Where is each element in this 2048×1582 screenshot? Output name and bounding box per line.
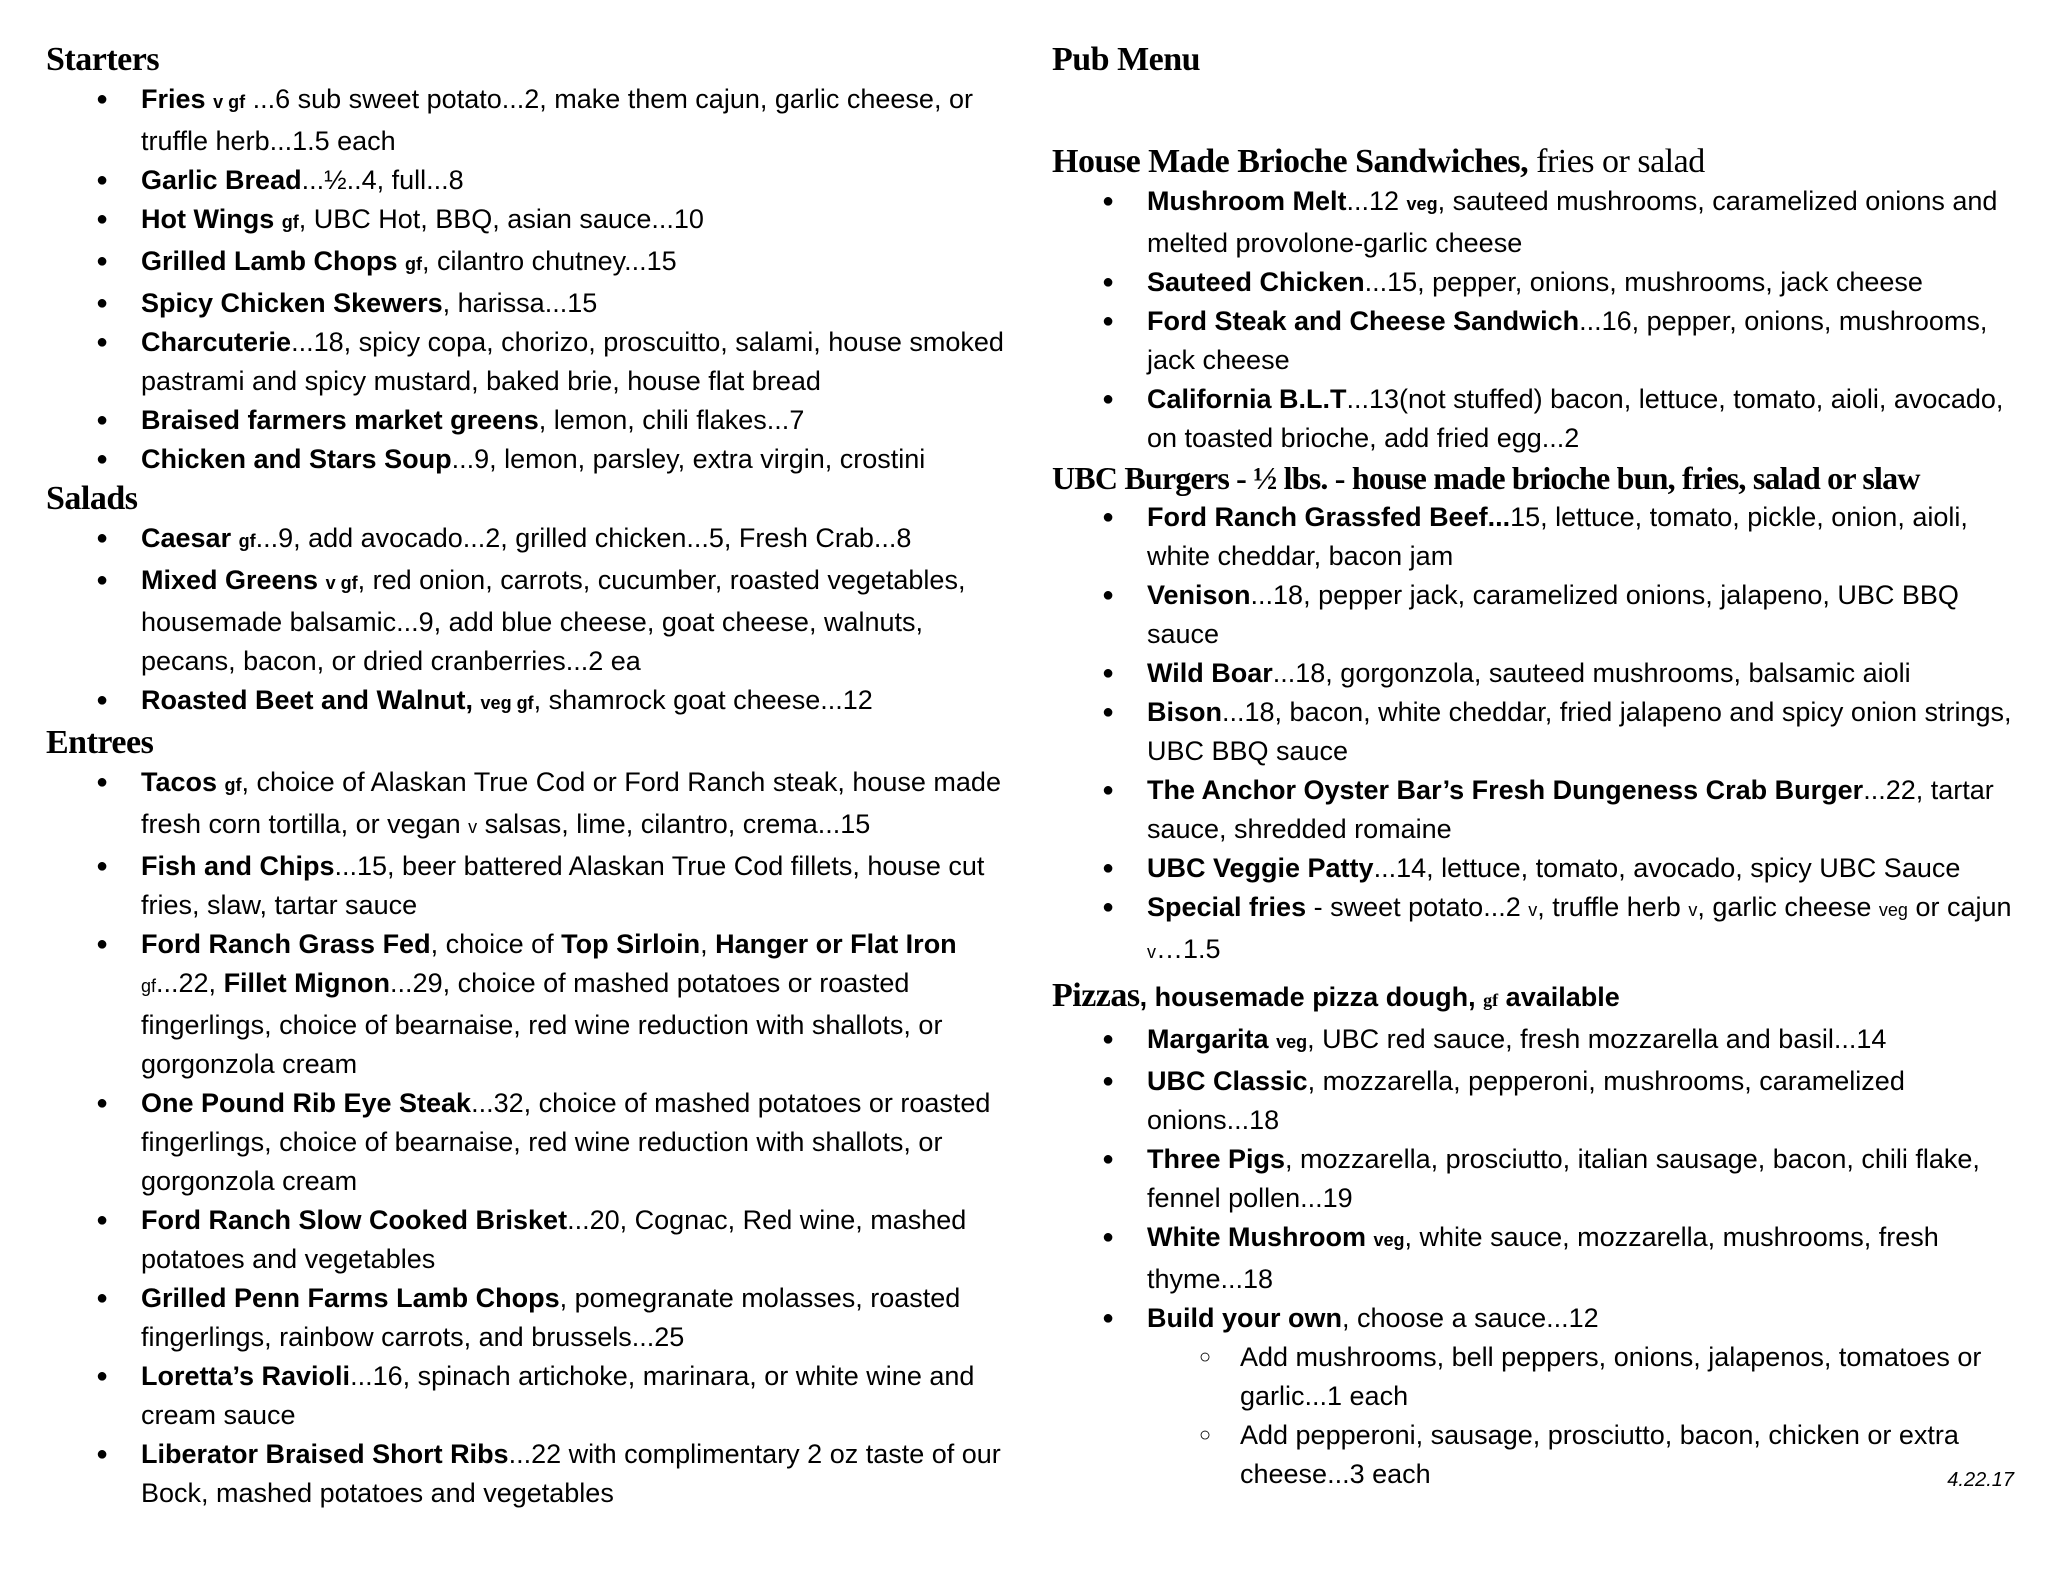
item-name: Hot Wings <box>141 204 282 234</box>
diet-tag: v gf <box>325 573 358 593</box>
item-desc: 15, lettuce, tomato, pickle, onion, aioli, white cheddar, bacon jam <box>1147 502 1968 571</box>
list-item <box>46 1201 1016 1279</box>
diet-tag: veg <box>1373 1230 1405 1250</box>
list-item <box>1052 1299 2028 1494</box>
sandwiches-heading <box>1052 142 2028 182</box>
item-desc: …1.5 <box>1156 934 1221 964</box>
item-desc: ...22, tartar sauce, shredded romaine <box>1147 775 1994 844</box>
item-desc: , harissa...15 <box>442 288 598 318</box>
item-desc: ...22 with complimentary 2 oz taste of our Bock, mashed potatoes and vegetables <box>141 1439 1001 1508</box>
item-name: UBC Classic <box>1147 1066 1308 1096</box>
item-name: Fish and Chips <box>141 851 335 881</box>
pizzas-heading <box>1052 976 2028 1020</box>
pizzas-desc: , housemade pizza dough, <box>1139 982 1484 1012</box>
item-desc: , shamrock goat cheese...12 <box>533 685 873 715</box>
item-name: Fries <box>141 84 206 114</box>
item-name: The Anchor Oyster Bar’s Fresh Dungeness Crab Burger <box>1147 775 1864 805</box>
cut-name: Fillet Mignon <box>223 968 391 998</box>
diet-tag: v <box>1528 900 1538 920</box>
list-item <box>46 242 1016 284</box>
pizzas-list <box>1052 1020 2028 1494</box>
item-desc: ...15, beer battered Alaskan True Cod fillets, house cut fries, slaw, tartar sauce <box>141 851 985 920</box>
item-name: Roasted Beet and Walnut, <box>141 685 474 715</box>
list-item <box>46 681 1016 723</box>
list-item <box>1052 888 2028 972</box>
item-desc: , sauteed mushrooms, caramelized onions and melted provolone-garlic cheese <box>1147 186 1998 258</box>
item-name: Garlic Bread <box>141 165 302 195</box>
list-item <box>46 284 1016 323</box>
item-desc: , garlic cheese <box>1697 892 1879 922</box>
cut-name: Hanger or Flat Iron <box>715 929 957 959</box>
addons-list <box>1147 1338 2028 1494</box>
item-name: One Pound Rib Eye Steak <box>141 1088 472 1118</box>
item-name: Sauteed Chicken <box>1147 267 1365 297</box>
list-item <box>1052 771 2028 849</box>
list-item <box>1052 182 2028 263</box>
pizzas-title: Pizzas <box>1052 977 1140 1014</box>
right-column <box>1052 40 2028 1494</box>
item-name: Charcuterie <box>141 327 292 357</box>
diet-tag: gf <box>405 254 423 274</box>
item-desc: ...16, pepper, onions, mushrooms, jack cheese <box>1147 306 1988 375</box>
item-desc: , choose a sauce...12 <box>1342 1303 1599 1333</box>
diet-tag: v gf <box>213 92 246 112</box>
item-desc: , mozzarella, pepperoni, mushrooms, caramelized onions...18 <box>1147 1066 1905 1135</box>
burgers-list <box>1052 498 2028 972</box>
diet-tag: v <box>1147 942 1156 962</box>
item-desc: salsas, lime, cilantro, crema...15 <box>477 809 871 839</box>
list-item <box>46 1357 1016 1435</box>
menu-date: 4.22.17 <box>1947 1469 2014 1491</box>
list-item <box>46 1435 1016 1513</box>
diet-tag: gf <box>281 212 299 232</box>
item-name: Special fries <box>1147 892 1307 922</box>
item-name: Wild Boar <box>1147 658 1273 688</box>
list-item <box>46 763 1016 847</box>
item-desc: ...18, spicy copa, chorizo, proscuitto, salami, house smoked pastrami and spicy mustard, baked brie, house flat bread <box>141 327 1004 396</box>
salads-list <box>46 519 1016 723</box>
item-desc: ...15, pepper, onions, mushrooms, jack cheese <box>1364 267 1923 297</box>
item-name: Liberator Braised Short Ribs <box>141 1439 509 1469</box>
diet-tag: v <box>1688 900 1698 920</box>
list-item <box>46 200 1016 242</box>
item-desc: , choice of Alaskan True Cod or Ford Ranch steak, house made fresh corn tortilla, or vegan <box>141 767 1001 839</box>
list-item <box>1052 849 2028 888</box>
item-desc: - sweet potato...2 <box>1306 892 1529 922</box>
diet-tag: veg <box>1276 1032 1308 1052</box>
list-item <box>1052 576 2028 654</box>
item-desc: ...½..4, full...8 <box>301 165 464 195</box>
list-item <box>1052 263 2028 302</box>
starters-heading: Starters <box>46 41 160 78</box>
item-name: Grilled Penn Farms Lamb Chops <box>141 1283 560 1313</box>
item-name: Ford Steak and Cheese Sandwich <box>1147 306 1580 336</box>
diet-tag: gf <box>141 976 157 996</box>
item-name: UBC Veggie Patty <box>1147 853 1374 883</box>
item-desc: , red onion, carrots, cucumber, roasted vegetables, housemade balsamic...9, add blue cheese, goat cheese, walnuts, pecans, bacon, or dried cranberries...2 ea <box>141 565 966 676</box>
item-desc: ...20, Cognac, Red wine, mashed potatoes and vegetables <box>141 1205 967 1274</box>
list-item <box>1052 654 2028 693</box>
item-name: Ford Ranch Slow Cooked Brisket <box>141 1205 568 1235</box>
diet-tag: gf <box>224 775 242 795</box>
list-item: ○ Add pepperoni, sausage, prosciutto, bacon, chicken or extra cheese...3 each <box>1147 1416 2028 1494</box>
sandwiches-subtitle: fries or salad <box>1528 143 1705 180</box>
list-item <box>1052 1140 2028 1218</box>
list-item <box>46 1084 1016 1201</box>
list-item <box>46 80 1016 161</box>
burgers-heading: UBC Burgers - ½ lbs. - house made brioche bun, fries, salad or slaw <box>1052 460 1920 496</box>
item-desc: , white sauce, mozzarella, mushrooms, fresh thyme...18 <box>1147 1222 1939 1294</box>
diet-tag: gf <box>238 531 256 551</box>
item-name: Chicken and Stars Soup <box>141 444 452 474</box>
list-item <box>1052 1020 2028 1062</box>
item-name: Caesar <box>141 523 232 553</box>
item-desc: ...6 sub sweet potato...2, make them cajun, garlic cheese, or truffle herb...1.5 each <box>141 84 973 156</box>
list-item <box>1052 1062 2028 1140</box>
item-desc: ...13(not stuffed) bacon, lettuce, tomato, aioli, avocado, on toasted brioche, add fried egg...2 <box>1147 384 2004 453</box>
diet-tag: gf <box>1483 990 1499 1010</box>
item-desc: ...9, lemon, parsley, extra virgin, crostini <box>451 444 926 474</box>
item-name: Braised farmers market greens <box>141 405 539 435</box>
entrees-heading: Entrees <box>46 724 154 761</box>
item-desc: ...18, bacon, white cheddar, fried jalapeno and spicy onion strings, UBC BBQ sauce <box>1147 697 2012 766</box>
list-item <box>46 401 1016 440</box>
item-name: Tacos <box>141 767 218 797</box>
list-item <box>1052 498 2028 576</box>
item-name: Loretta’s Ravioli <box>141 1361 351 1391</box>
left-column <box>46 40 1016 1513</box>
diet-tag: veg <box>1406 194 1438 214</box>
diet-tag: v <box>468 817 478 837</box>
item-desc: , cilantro chutney...15 <box>422 246 677 276</box>
list-item <box>1052 693 2028 771</box>
item-desc: , UBC red sauce, fresh mozzarella and basil...14 <box>1307 1024 1887 1054</box>
item-desc: , <box>700 929 716 959</box>
item-name: Grilled Lamb Chops <box>141 246 398 276</box>
item-desc: or cajun <box>1907 892 2012 922</box>
item-name: Three Pigs <box>1147 1144 1286 1174</box>
list-item <box>1052 302 2028 380</box>
item-desc: ...22, <box>156 968 224 998</box>
entrees-list <box>46 763 1016 1513</box>
item-desc: , UBC Hot, BBQ, asian sauce...10 <box>298 204 704 234</box>
item-name: Mixed Greens <box>141 565 319 595</box>
item-name: Ford Ranch Grass Fed <box>141 929 431 959</box>
item-desc: ...29, choice of mashed potatoes or roasted fingerlings, choice of bearnaise, red wine reduction with shallots, or gorgonzola cream <box>141 968 943 1079</box>
item-name: Margarita <box>1147 1024 1269 1054</box>
item-desc: ...32, choice of mashed potatoes or roasted fingerlings, choice of bearnaise, red wine reduction with shallots, or gorgonzola cream <box>141 1088 991 1196</box>
item-desc: ...12 <box>1346 186 1407 216</box>
diet-tag: veg gf <box>480 693 534 713</box>
item-desc: ...14, lettuce, tomato, avocado, spicy UBC Sauce <box>1373 853 1961 883</box>
item-desc: , pomegranate molasses, roasted fingerlings, rainbow carrots, and brussels...25 <box>141 1283 961 1352</box>
item-desc: , choice of <box>430 929 562 959</box>
list-item: ○ Add mushrooms, bell peppers, onions, jalapenos, tomatoes or garlic...1 each <box>1147 1338 2028 1416</box>
item-name: Bison <box>1147 697 1223 727</box>
list-item <box>46 561 1016 681</box>
list-item <box>46 161 1016 200</box>
sandwiches-title: House Made Brioche Sandwiches, <box>1052 143 1529 180</box>
salads-heading: Salads <box>46 480 138 517</box>
list-item <box>46 519 1016 561</box>
item-desc: , lemon, chili flakes...7 <box>538 405 805 435</box>
list-item <box>46 925 1016 1084</box>
item-desc: ...16, spinach artichoke, marinara, or white wine and cream sauce <box>141 1361 975 1430</box>
item-name: California B.L.T <box>1147 384 1347 414</box>
item-desc: , truffle herb <box>1537 892 1689 922</box>
list-item <box>46 847 1016 925</box>
list-item <box>1052 1218 2028 1299</box>
list-item <box>46 323 1016 401</box>
page-title: Pub Menu <box>1052 41 1201 78</box>
list-item <box>46 1279 1016 1357</box>
starters-list <box>46 80 1016 479</box>
item-desc: ...18, gorgonzola, sauteed mushrooms, balsamic aioli <box>1272 658 1911 688</box>
cut-name: Top Sirloin <box>561 929 701 959</box>
item-name: Venison <box>1147 580 1251 610</box>
item-name: Ford Ranch Grassfed Beef... <box>1147 502 1511 532</box>
pizzas-desc: available <box>1498 982 1620 1012</box>
item-desc: ...18, pepper jack, caramelized onions, jalapeno, UBC BBQ sauce <box>1147 580 1959 649</box>
list-item <box>46 440 1016 479</box>
item-name: Mushroom Melt <box>1147 186 1347 216</box>
diet-tag: veg <box>1878 900 1908 920</box>
item-name: Build your own <box>1147 1303 1342 1333</box>
sandwiches-list <box>1052 182 2028 458</box>
item-desc: , mozzarella, prosciutto, italian sausage, bacon, chili flake, fennel pollen...19 <box>1147 1144 1980 1213</box>
item-desc: ...9, add avocado...2, grilled chicken...5, Fresh Crab...8 <box>255 523 912 553</box>
list-item <box>1052 380 2028 458</box>
item-name: Spicy Chicken Skewers <box>141 288 443 318</box>
item-name: White Mushroom <box>1147 1222 1366 1252</box>
